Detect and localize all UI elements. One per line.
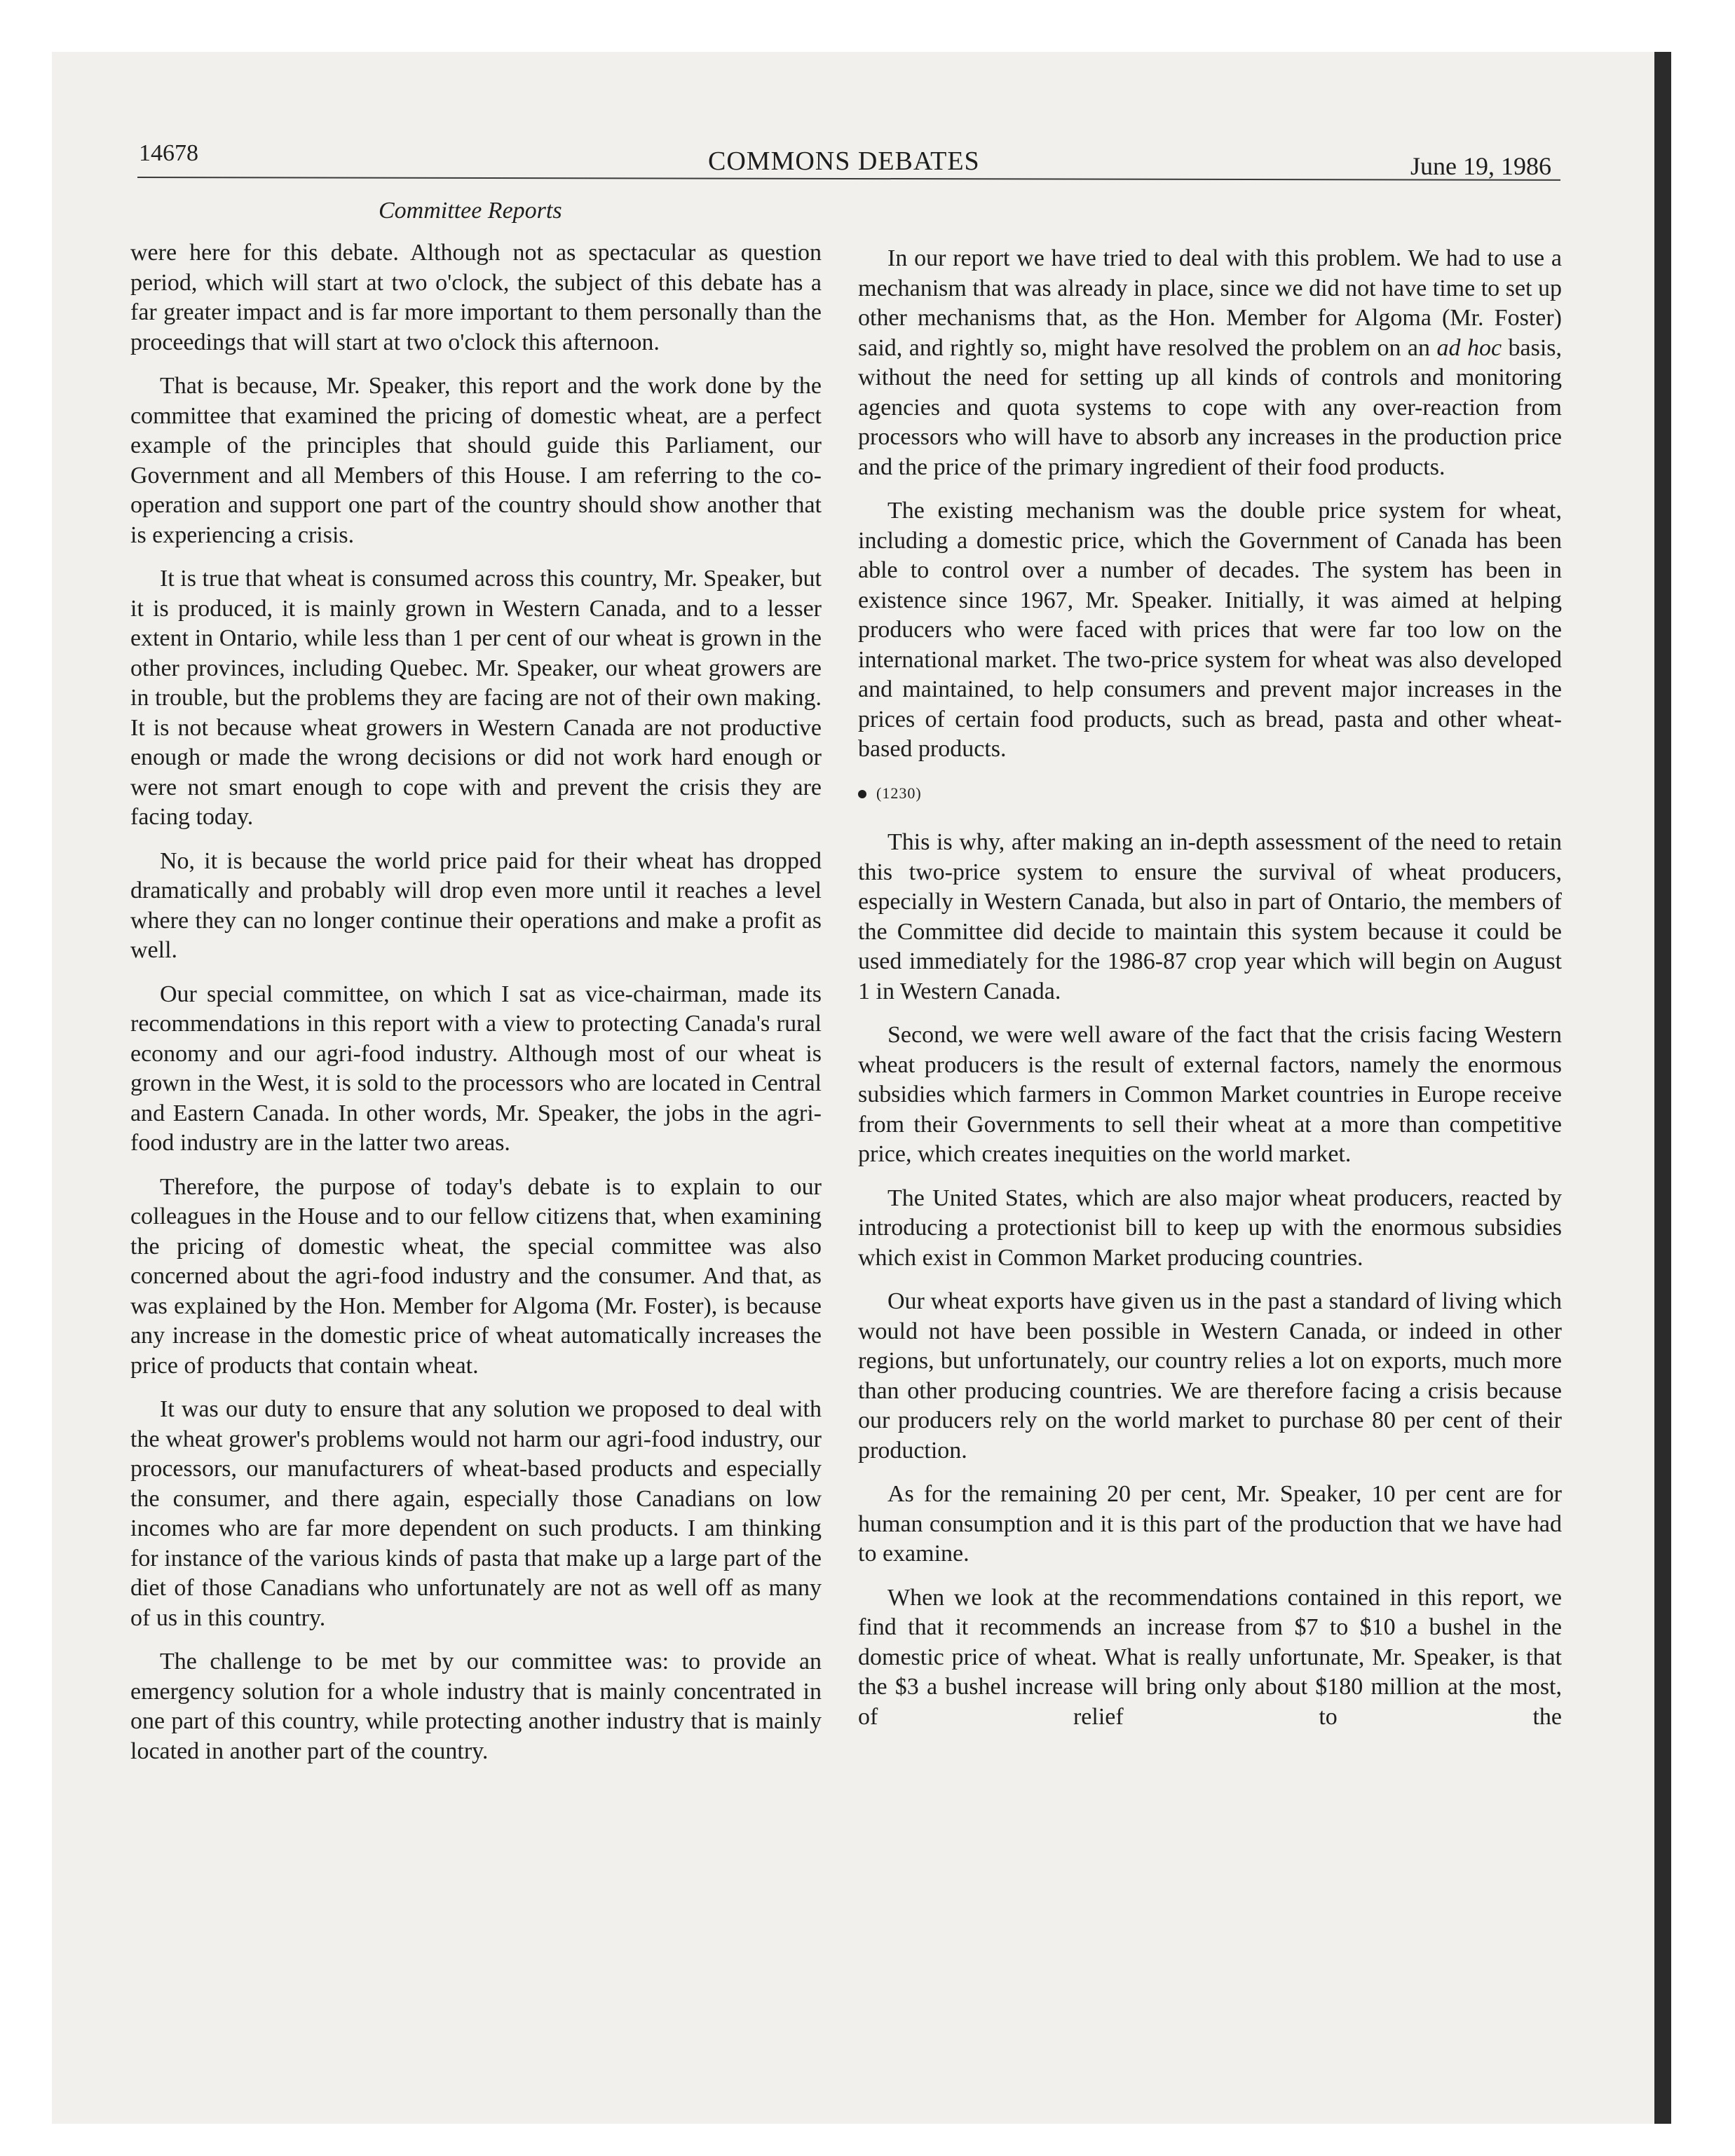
publication-title: COMMONS DEBATES	[708, 146, 980, 176]
paragraph: were here for this debate. Although not as spectacular as question period, which will start at two o'clock, the subject of this debate has a far greater impact and is far more important to them personally than the proceedings that will start at two o'clock this afternoon.	[130, 240, 822, 355]
paragraph: That is because, Mr. Speaker, this report and the work done by the committee that examined the pricing of domestic wheat, are a perfect example of the principles that should guide this Parliament, our Government and all Members of this House. I am referring to the co-operation and support one part of the country should show another that is experiencing a crisis.	[130, 373, 822, 548]
paragraph: The United States, which are also major wheat producers, reacted by introducing a protectionist bill to keep up with the enormous subsidies which exist in Common Market producing countries.	[858, 1185, 1562, 1271]
paragraph: Our wheat exports have given us in the past a standard of living which would not have been possible in Western Canada, or indeed in other regions, but unfortunately, our country relies a lot on exports, much more than other producing countries. We are therefore facing a crisis because our producers rely on the world market to purchase 80 per cent of their production.	[858, 1288, 1562, 1464]
paragraph: It is true that wheat is consumed across this country, Mr. Speaker, but it is produced, it is mainly grown in Western Canada, and to a lesser extent in Ontario, while less than 1 per cent of our wheat is grown in the other provinces, including Quebec. Mr. Speaker, our wheat growers are in trouble, but the problems they are facing are not of their own making. It is not because wheat growers in Western Canada are not productive enough or made the wrong decisions or did not work hard enough or were not smart enough to cope with and prevent the crisis they are facing today.	[130, 566, 822, 830]
paragraph: Our special committee, on which I sat as vice-chairman, made its recommendations in this report with a view to protecting Canada's rural economy and our agri-food industry. Although most of our wheat is grown in the West, it is sold to the processors who are located in Central and Eastern Canada. In other words, Mr. Speaker, the jobs in the agri-food industry are in the latter two areas.	[130, 981, 822, 1156]
paragraph: No, it is because the world price paid for their wheat has dropped dramatically and probably will drop even more until it reaches a level where they can no longer continue their operations and make a profit as well.	[130, 847, 822, 963]
time-marker-label: (1230)	[876, 784, 922, 802]
paragraph: As for the remaining 20 per cent, Mr. Speaker, 10 per cent are for human consumption and it is this part of the production that we have had to examine.	[858, 1481, 1562, 1567]
paragraph: This is why, after making an in-depth assessment of the need to retain this two-price system to ensure the survival of wheat producers, especially in Western Canada, but also in part of Ontario, the members of the Committee did decide to maintain this system because it could be used immediately for the 1986-87 crop year which will begin on August 1 in Western Canada.	[858, 829, 1562, 1004]
paragraph: In our report we have tried to deal with this problem. We had to use a mechanism that was already in place, since we did not have time to set up other mechanisms that, as the Hon. Member for Algoma (Mr. Foster) said, and rightly so, might have resolved the problem on an ad hoc basis, without the need for setting up all kinds of controls and monitoring agencies and quota systems to cope with any over-reaction from processors who will have to absorb any increases in the production price and the price of the primary ingredient of their food products.	[858, 245, 1563, 480]
paragraph: The challenge to be met by our committee was: to provide an emergency solution for a whole industry that is mainly concentrated in one part of this country, while protecting another industry that is mainly located in another part of the country.	[130, 1649, 822, 1764]
left-column	[130, 238, 822, 1780]
paragraph: The existing mechanism was the double price system for wheat, including a domestic price, which the Government of Canada has been able to control over a number of decades. The system has been in existence since 1967, Mr. Speaker. Initially, it was aimed at helping producers who were faced with prices that were far too low on the international market. The two-price system for wheat was also developed and maintained, to help consumers and prevent major increases in the prices of certain food products, such as bread, pasta and other wheat-based products.	[858, 498, 1562, 762]
page-number: 14678	[139, 140, 198, 166]
paragraph: It was our duty to ensure that any solution we proposed to deal with the wheat grower's problems would not harm our agri-food industry, our processors, our manufacturers of wheat-based products and especially the consumer, and there again, especially those Canadians on low incomes who are far more dependent on such products. I am thinking for instance of the various kinds of pasta that make up a large part of the diet of those Canadians who unfortunately are not as well off as many of us in this country.	[130, 1396, 822, 1631]
paragraph: When we look at the recommendations contained in this report, we find that it recommends an increase from $7 to $10 a bushel in the domestic price of wheat. What is really unfortunate, Mr. Speaker, is that the $3 a bushel increase will bring only about $180 million at the most, of relief to the	[858, 1584, 1562, 1730]
right-column	[858, 244, 1562, 1746]
paragraph: Second, we were well aware of the fact that the crisis facing Western wheat producers is the result of external factors, namely the enormous subsidies which farmers in Common Market countries in Europe receive from their Governments to sell their wheat at a more than competitive price, which creates inequities on the world market.	[858, 1022, 1562, 1167]
bullet-icon	[858, 790, 866, 798]
section-heading: Committee Reports	[379, 198, 562, 224]
issue-date: June 19, 1986	[1410, 152, 1551, 180]
time-marker	[858, 779, 1562, 809]
scan-edge-bar	[1654, 52, 1671, 2124]
paragraph: Therefore, the purpose of today's debate is to explain to our colleagues in the House and to our fellow citizens that, when examining the pricing of domestic wheat, the special committee was also concerned about the agri-food industry and the consumer. And that, as was explained by the Hon. Member for Algoma (Mr. Foster), is because any increase in the domestic price of wheat automatically increases the price of products that contain wheat.	[130, 1173, 822, 1379]
